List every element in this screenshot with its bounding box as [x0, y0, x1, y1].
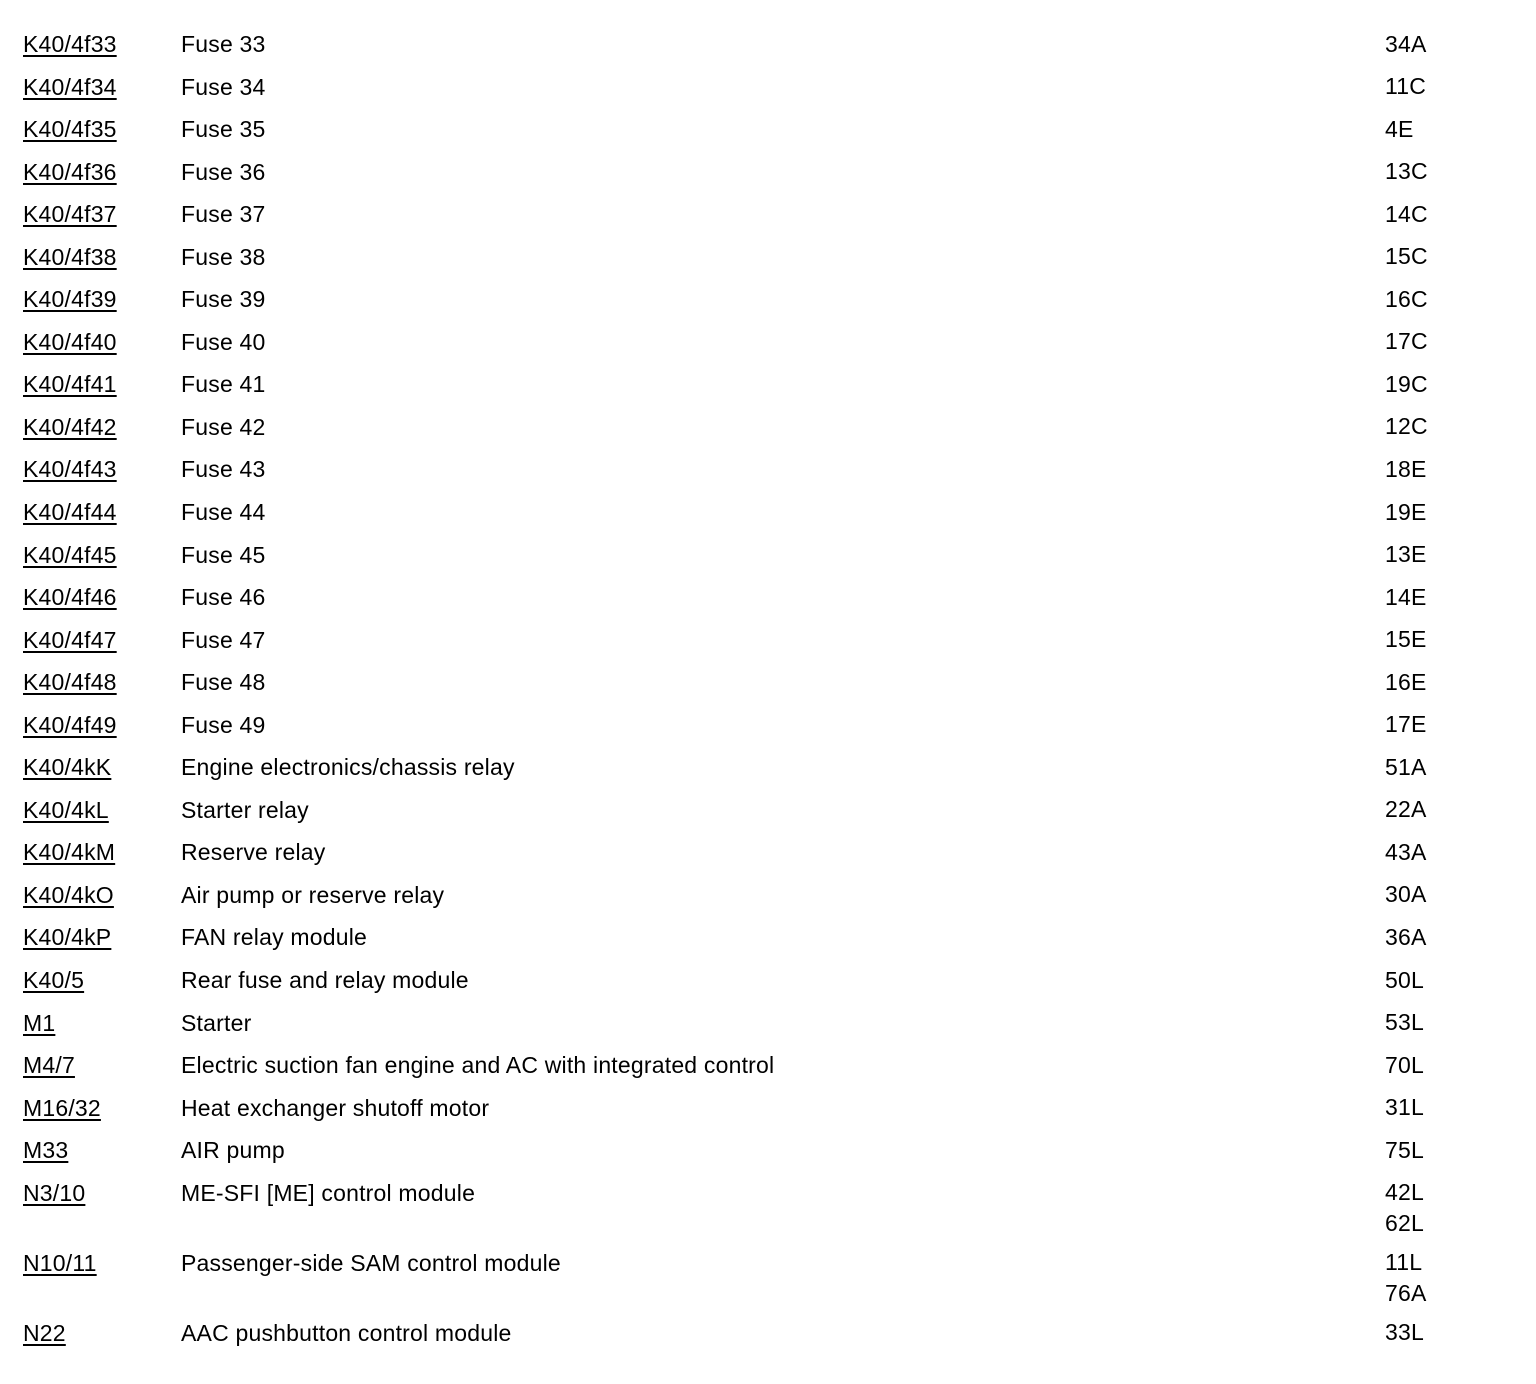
component-code-link[interactable]: K40/4kK — [23, 754, 112, 781]
list-row — [23, 1176, 1513, 1246]
grid-location: 51A — [1385, 753, 1427, 780]
component-description: Passenger-side SAM control module — [181, 1249, 561, 1276]
grid-location-cell — [1385, 155, 1513, 186]
grid-location: 53L — [1385, 1009, 1424, 1036]
grid-location-cell — [1385, 623, 1513, 654]
grid-location: 14E — [1385, 583, 1427, 610]
grid-location: 16E — [1385, 668, 1427, 695]
component-description: Engine electronics/chassis relay — [181, 754, 515, 781]
grid-location-cell — [1385, 793, 1513, 824]
component-code-link[interactable]: K40/4kM — [23, 839, 116, 866]
list-row — [23, 325, 1513, 368]
grid-location-cell — [1385, 665, 1513, 696]
component-code-cell — [23, 325, 181, 359]
grid-location: 12C — [1385, 413, 1428, 440]
grid-location: 15C — [1385, 243, 1428, 270]
grid-location-cell — [1385, 70, 1513, 101]
component-description: Fuse 42 — [181, 413, 266, 440]
component-code-link[interactable]: N10/11 — [23, 1249, 97, 1276]
component-code-cell — [23, 70, 181, 104]
grid-location-cell — [1385, 835, 1513, 866]
grid-location: 13E — [1385, 541, 1427, 568]
grid-location-cell — [1385, 367, 1513, 398]
component-code-cell — [23, 835, 181, 869]
component-code-link[interactable]: K40/4f43 — [23, 456, 117, 483]
grid-location-cell — [1385, 1006, 1513, 1037]
component-code-cell — [23, 1176, 181, 1210]
component-code-cell — [23, 878, 181, 912]
grid-location-cell — [1385, 197, 1513, 228]
grid-location-cell — [1385, 1133, 1513, 1164]
component-code-link[interactable]: K40/4f49 — [23, 711, 117, 738]
list-row — [23, 793, 1513, 836]
component-description: AAC pushbutton control module — [181, 1319, 512, 1346]
list-row — [23, 1316, 1513, 1359]
list-row — [23, 27, 1513, 70]
list-row — [23, 623, 1513, 666]
component-code-link[interactable]: K40/4f44 — [23, 499, 117, 526]
list-row — [23, 197, 1513, 240]
grid-location: 14C — [1385, 200, 1428, 227]
component-code-link[interactable]: K40/4kO — [23, 881, 114, 908]
grid-location: 17E — [1385, 711, 1427, 738]
grid-location-cell — [1385, 580, 1513, 611]
grid-location-cell — [1385, 1091, 1513, 1122]
list-row — [23, 282, 1513, 325]
grid-location: 31L — [1385, 1094, 1424, 1121]
component-description: Electric suction fan engine and AC with integrated control — [181, 1052, 775, 1079]
component-description: Fuse 33 — [181, 31, 266, 57]
component-code-link[interactable]: K40/4f35 — [23, 116, 117, 143]
grid-location-cell — [1385, 1316, 1513, 1347]
component-code-link[interactable]: K40/4f34 — [23, 73, 117, 100]
list-row — [23, 367, 1513, 410]
component-code-link[interactable]: M16/32 — [23, 1094, 101, 1121]
component-description: Fuse 46 — [181, 584, 266, 611]
component-code-cell — [23, 920, 181, 954]
component-description: Fuse 36 — [181, 158, 266, 185]
list-row — [23, 878, 1513, 921]
component-description: Fuse 41 — [181, 371, 266, 398]
grid-location-cell — [1385, 878, 1513, 909]
grid-location-cell — [1385, 1048, 1513, 1079]
grid-location-cell — [1385, 1246, 1513, 1307]
grid-location: 75L — [1385, 1136, 1424, 1163]
component-code-cell — [23, 1006, 181, 1040]
grid-location: 17C — [1385, 328, 1428, 355]
component-code-link[interactable]: K40/4f42 — [23, 413, 117, 440]
list-row — [23, 240, 1513, 283]
component-description: Fuse 35 — [181, 116, 266, 143]
grid-location: 62L — [1385, 1209, 1424, 1236]
list-row — [23, 70, 1513, 113]
component-code-cell — [23, 580, 181, 614]
component-code-cell — [23, 1133, 181, 1167]
component-code-link[interactable]: K40/5 — [23, 967, 85, 994]
component-code-link[interactable]: K40/4kP — [23, 924, 112, 951]
grid-location-cell — [1385, 708, 1513, 739]
grid-location-cell — [1385, 282, 1513, 313]
component-code-cell — [23, 197, 181, 231]
grid-location: 70L — [1385, 1051, 1424, 1078]
component-description: Fuse 49 — [181, 711, 266, 738]
component-description: Air pump or reserve relay — [181, 881, 445, 908]
component-code-cell — [23, 708, 181, 742]
list-row — [23, 538, 1513, 581]
list-row — [23, 580, 1513, 623]
component-list — [23, 27, 1513, 1358]
grid-location: 36A — [1385, 923, 1427, 950]
grid-location-cell — [1385, 750, 1513, 781]
grid-location: 11C — [1385, 73, 1427, 100]
list-row — [23, 708, 1513, 751]
component-description: Heat exchanger shutoff motor — [181, 1094, 490, 1121]
grid-location: 34A — [1385, 30, 1427, 57]
grid-location-cell — [1385, 538, 1513, 569]
component-description: Fuse 43 — [181, 456, 266, 483]
component-code-link[interactable]: K40/4f47 — [23, 626, 117, 653]
grid-location: 22A — [1385, 796, 1427, 823]
component-description: AIR pump — [181, 1137, 285, 1164]
component-code-cell — [23, 750, 181, 784]
component-code-link[interactable]: K40/4f40 — [23, 328, 117, 355]
grid-location: 76A — [1385, 1279, 1427, 1306]
list-row — [23, 1091, 1513, 1134]
component-code-link[interactable]: K40/4f46 — [23, 584, 117, 611]
grid-location-cell — [1385, 325, 1513, 356]
component-code-cell — [23, 367, 181, 401]
list-row — [23, 495, 1513, 538]
grid-location: 18E — [1385, 455, 1427, 482]
grid-location: 4E — [1385, 115, 1414, 142]
component-description: Fuse 37 — [181, 201, 266, 228]
list-row — [23, 963, 1513, 1006]
component-code-link[interactable]: K40/4f41 — [23, 371, 117, 398]
component-code-cell — [23, 112, 181, 146]
component-code-cell — [23, 155, 181, 189]
list-row — [23, 750, 1513, 793]
grid-location: 16C — [1385, 285, 1428, 312]
component-code-cell — [23, 665, 181, 699]
grid-location: 11L — [1385, 1249, 1423, 1276]
grid-location: 33L — [1385, 1319, 1424, 1346]
component-code-link[interactable]: K40/4f45 — [23, 541, 117, 568]
component-code-cell — [23, 1091, 181, 1125]
grid-location-cell — [1385, 112, 1513, 143]
component-code-cell — [23, 1246, 181, 1280]
component-description: Fuse 47 — [181, 626, 266, 653]
component-description: Fuse 45 — [181, 541, 266, 568]
list-row — [23, 1006, 1513, 1049]
component-description: Rear fuse and relay module — [181, 967, 469, 994]
component-code-link[interactable]: N3/10 — [23, 1179, 86, 1206]
component-description: Fuse 40 — [181, 328, 266, 355]
component-code-cell — [23, 963, 181, 997]
component-code-cell — [23, 452, 181, 486]
component-code-cell — [23, 1316, 181, 1350]
component-description: Fuse 48 — [181, 669, 266, 696]
grid-location: 13C — [1385, 158, 1428, 185]
grid-location: 19E — [1385, 498, 1427, 525]
component-code-link[interactable]: K40/4f38 — [23, 243, 117, 270]
component-description: Starter relay — [181, 796, 309, 823]
component-code-cell — [23, 410, 181, 444]
component-code-cell — [23, 1048, 181, 1082]
grid-location-cell — [1385, 27, 1513, 58]
list-row — [23, 1246, 1513, 1316]
component-code-link[interactable]: M4/7 — [23, 1052, 75, 1079]
component-code-link[interactable]: M33 — [23, 1137, 69, 1164]
component-description: ME-SFI [ME] control module — [181, 1179, 476, 1206]
component-code-link[interactable]: K40/4f48 — [23, 669, 117, 696]
component-code-cell — [23, 282, 181, 316]
component-description: Fuse 39 — [181, 286, 266, 313]
grid-location-cell — [1385, 240, 1513, 271]
component-code-link[interactable]: K40/4f36 — [23, 158, 117, 185]
list-row — [23, 1133, 1513, 1176]
grid-location-cell — [1385, 452, 1513, 483]
component-code-link[interactable]: N22 — [23, 1319, 66, 1346]
component-code-link[interactable]: K40/4f37 — [23, 201, 117, 228]
list-row — [23, 920, 1513, 963]
grid-location: 15E — [1385, 626, 1427, 653]
component-description: Fuse 38 — [181, 243, 266, 270]
list-row — [23, 410, 1513, 453]
component-code-link[interactable]: K40/4f33 — [23, 31, 117, 57]
list-row — [23, 665, 1513, 708]
component-description: Fuse 34 — [181, 73, 266, 100]
list-row — [23, 155, 1513, 198]
list-row — [23, 1048, 1513, 1091]
list-row — [23, 835, 1513, 878]
list-row — [23, 112, 1513, 155]
component-code-link[interactable]: K40/4kL — [23, 796, 109, 823]
component-code-cell — [23, 623, 181, 657]
component-code-cell — [23, 495, 181, 529]
grid-location-cell — [1385, 410, 1513, 441]
grid-location: 19C — [1385, 370, 1428, 397]
component-code-link[interactable]: M1 — [23, 1009, 56, 1036]
grid-location-cell — [1385, 963, 1513, 994]
component-code-cell — [23, 27, 181, 61]
grid-location: 43A — [1385, 838, 1427, 865]
component-code-cell — [23, 538, 181, 572]
component-description: FAN relay module — [181, 924, 367, 951]
grid-location: 30A — [1385, 881, 1427, 908]
list-row — [23, 452, 1513, 495]
component-description: Fuse 44 — [181, 499, 266, 526]
component-description: Reserve relay — [181, 839, 326, 866]
component-description: Starter — [181, 1009, 252, 1036]
grid-location-cell — [1385, 495, 1513, 526]
grid-location-cell — [1385, 920, 1513, 951]
component-code-cell — [23, 793, 181, 827]
component-code-link[interactable]: K40/4f39 — [23, 286, 117, 313]
grid-location: 50L — [1385, 966, 1424, 993]
grid-location: 42L — [1385, 1179, 1424, 1206]
grid-location-cell — [1385, 1176, 1513, 1237]
component-code-cell — [23, 240, 181, 274]
